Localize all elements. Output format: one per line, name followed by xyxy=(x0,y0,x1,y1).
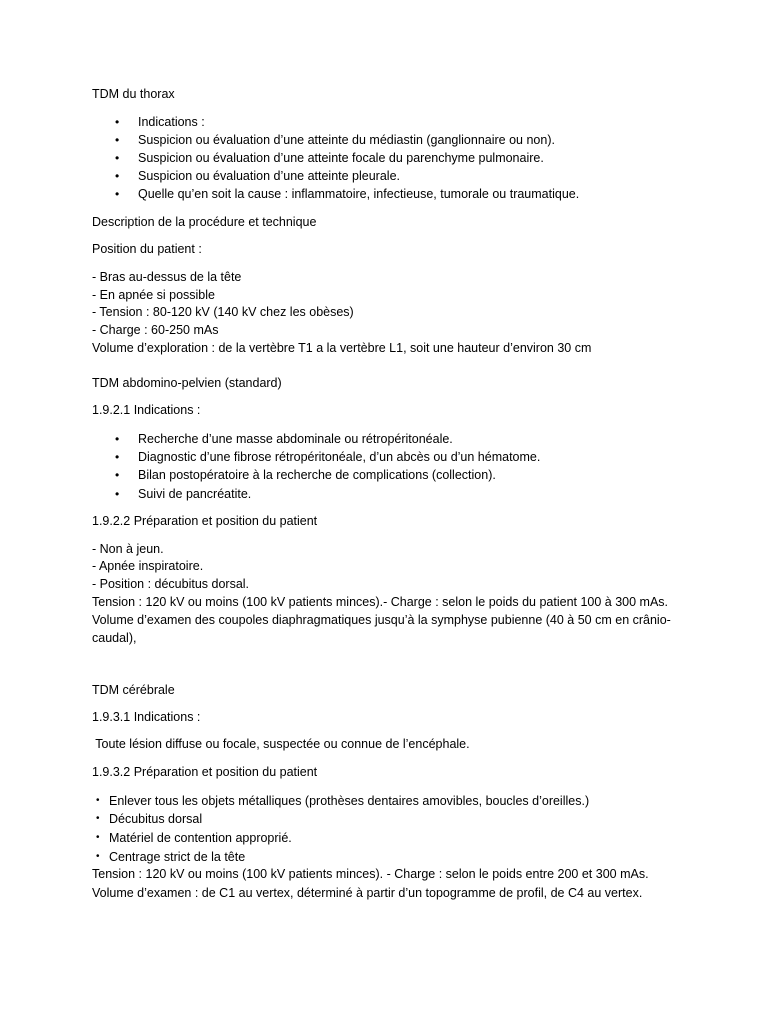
cerebral-item: Décubitus dorsal xyxy=(109,812,203,826)
thorax-param: - En apnée si possible xyxy=(92,288,215,302)
cerebral-prep-heading: 1.9.3.2 Préparation et position du patient xyxy=(92,765,318,779)
thorax-indication: Suspicion ou évaluation d’une atteinte focale du parenchyme pulmonaire. xyxy=(138,151,544,165)
bullet-icon: • xyxy=(96,813,100,824)
thorax-title: TDM du thorax xyxy=(92,87,175,101)
abdo-param: caudal), xyxy=(92,631,137,645)
cerebral-indications-heading: 1.9.3.1 Indications : xyxy=(92,710,201,724)
cerebral-param: Tension : 120 kV ou moins (100 kV patients minces). - Charge : selon le poids entre 200 et 300 mAs. xyxy=(92,867,649,881)
thorax-param: Volume d’exploration : de la vertèbre T1 a la vertèbre L1, soit une hauteur d’environ 30 cm xyxy=(92,341,592,355)
abdo-indication: Suivi de pancréatite. xyxy=(138,487,252,501)
abdo-param: - Non à jeun. xyxy=(92,542,164,556)
bullet-icon: • xyxy=(115,169,120,183)
thorax-indication: Indications : xyxy=(138,115,205,129)
thorax-param: - Bras au-dessus de la tête xyxy=(92,270,242,284)
bullet-icon: • xyxy=(115,468,120,482)
bullet-icon: • xyxy=(115,450,120,464)
cerebral-title: TDM cérébrale xyxy=(92,683,175,697)
bullet-icon: • xyxy=(115,432,120,446)
abdo-param: - Position : décubitus dorsal. xyxy=(92,577,250,591)
bullet-icon: • xyxy=(96,832,100,843)
position-heading: Position du patient : xyxy=(92,242,202,256)
cerebral-param: Volume d’examen : de C1 au vertex, déterminé à partir d’un topogramme de profil, de C4 au vertex. xyxy=(92,886,643,900)
bullet-icon: • xyxy=(115,115,120,129)
thorax-indication: Suspicion ou évaluation d’une atteinte du médiastin (ganglionnaire ou non). xyxy=(138,133,555,147)
thorax-param: - Charge : 60-250 mAs xyxy=(92,323,219,337)
thorax-indication: Quelle qu’en soit la cause : inflammatoire, infectieuse, tumorale ou traumatique. xyxy=(138,187,580,201)
procedure-heading: Description de la procédure et technique xyxy=(92,215,317,229)
abdo-indication: Bilan postopératoire à la recherche de complications (collection). xyxy=(138,468,496,482)
cerebral-item: Enlever tous les objets métalliques (prothèses dentaires amovibles, boucles d’oreilles.) xyxy=(109,794,590,808)
abdo-title: TDM abdomino-pelvien (standard) xyxy=(92,376,282,390)
abdo-param: Volume d’examen des coupoles diaphragmatiques jusqu’à la symphyse pubienne (40 à 50 cm en crânio- xyxy=(92,613,671,627)
cerebral-indication: Toute lésion diffuse ou focale, suspectée ou connue de l’encéphale. xyxy=(92,737,470,751)
thorax-param: - Tension : 80-120 kV (140 kV chez les obèses) xyxy=(92,305,354,319)
thorax-indication: Suspicion ou évaluation d’une atteinte pleurale. xyxy=(138,169,400,183)
bullet-icon: • xyxy=(115,187,120,201)
abdo-prep-heading: 1.9.2.2 Préparation et position du patient xyxy=(92,514,318,528)
abdo-param: Tension : 120 kV ou moins (100 kV patients minces).- Charge : selon le poids du patient 100 à 300 mAs. xyxy=(92,595,669,609)
bullet-icon: • xyxy=(115,151,120,165)
abdo-indication: Recherche d’une masse abdominale ou rétropéritonéale. xyxy=(138,432,453,446)
cerebral-item: Matériel de contention approprié. xyxy=(109,831,292,845)
bullet-icon: • xyxy=(96,795,100,806)
cerebral-item: Centrage strict de la tête xyxy=(109,850,246,864)
abdo-param: - Apnée inspiratoire. xyxy=(92,559,204,573)
bullet-icon: • xyxy=(96,851,100,862)
bullet-icon: • xyxy=(115,133,120,147)
abdo-indication: Diagnostic d’une fibrose rétropéritonéale, d’un abcès ou d’un hématome. xyxy=(138,450,541,464)
bullet-icon: • xyxy=(115,487,120,501)
abdo-indications-heading: 1.9.2.1 Indications : xyxy=(92,403,201,417)
